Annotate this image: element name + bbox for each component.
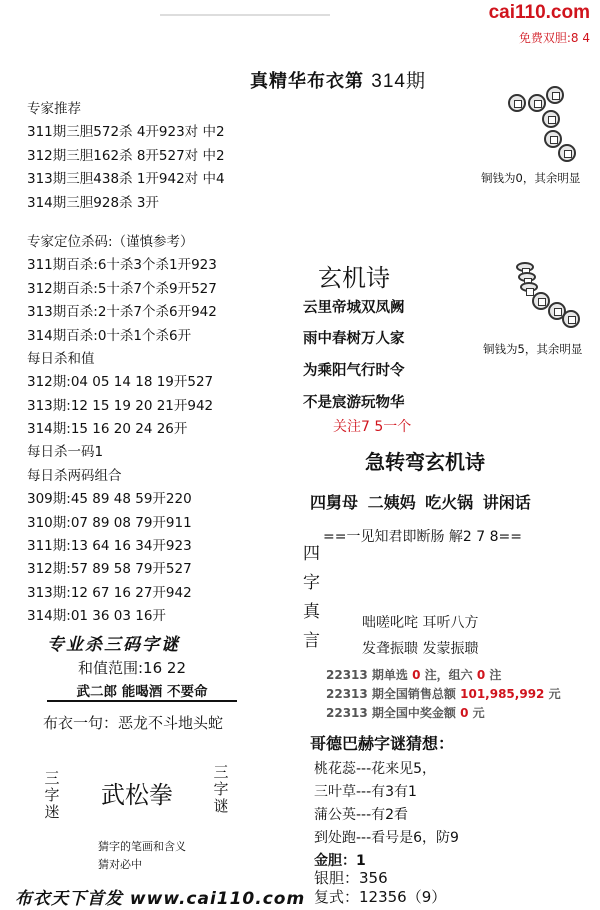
coin-icon — [558, 144, 576, 162]
stats-suffix: 注，组六 — [424, 668, 473, 682]
goedel-line: 复式：12356（9） — [314, 888, 447, 906]
buyi-saying: 布衣一句：恶龙不斗地头蛇 — [43, 714, 224, 732]
stats-value: 0 — [476, 668, 486, 682]
poem-line: 不是宸游玩物华 — [303, 395, 405, 411]
daily-two-line: 313期:12 67 16 27开942 — [27, 584, 192, 601]
brand-site[interactable]: cai110.com — [488, 2, 590, 23]
truth-phrase: 发聋振聩 发蒙振聩 — [362, 641, 479, 657]
expert-line: 312期三胆162杀 8开527对 中2 — [27, 147, 225, 164]
turn-one-line: ==一见知君即断肠 解2 7 8== — [323, 529, 522, 545]
turn-four: 四舅母 二姨妈 吃火锅 讲闲话 — [310, 493, 531, 512]
daily-two-line: 314期:01 36 03 16开 — [27, 608, 166, 625]
coin-icon — [520, 282, 538, 292]
coin-icon — [528, 94, 546, 112]
side-char: 三 — [213, 763, 229, 781]
coin-icon — [562, 310, 580, 328]
goedel-line: 金胆：1 — [314, 853, 366, 869]
stats-row — [326, 666, 501, 683]
stats-label: 22313 期全国销售总额 — [326, 687, 456, 701]
side-char: 谜 — [213, 797, 229, 815]
footer-text: 布衣天下首发 www.cai110.com — [15, 889, 306, 909]
position-kill-line: 314期百杀:0十杀1个杀6开 — [27, 327, 192, 344]
expert-line: 311期三胆572杀 4开923对 中2 — [27, 124, 225, 141]
goedel-line: 银胆：356 — [314, 869, 388, 887]
daily-sum-heading: 每日杀和值 — [27, 350, 95, 367]
position-kill-heading: 专家定位杀码:（谨慎参考） — [27, 233, 194, 250]
side-char: 字 — [213, 780, 229, 798]
stats-suffix: 注 — [489, 668, 502, 682]
turn-heading: 急转弯玄机诗 — [365, 450, 485, 474]
goedel-line: 到处跑---看号是6，防9 — [314, 830, 459, 846]
vertical-char: 字 — [303, 573, 320, 593]
daily-sum-line: 312期:04 05 14 18 19开527 — [27, 374, 214, 391]
coin-icon — [542, 110, 560, 128]
riddle-tip: 猜对必中 — [98, 858, 142, 871]
stats-value: 0 — [460, 706, 469, 720]
side-char: 字 — [44, 786, 60, 804]
position-kill-line: 311期百杀:6十杀3个杀1开923 — [27, 257, 217, 274]
follow-note: 关注7 5一个 — [333, 419, 412, 435]
expert-heading: 专家推荐 — [27, 101, 81, 117]
coin-note-second: 铜钱为5，其余明显 — [483, 342, 583, 356]
coin-icon — [532, 292, 550, 310]
daily-one-heading: 每日杀一码1 — [27, 444, 104, 461]
stats-value: 0 — [412, 668, 421, 682]
vertical-char: 真 — [303, 602, 320, 622]
spacer — [27, 215, 297, 231]
coin-icon — [516, 262, 534, 272]
pro-riddle-text: 武二郎 能喝酒 不要命 — [47, 680, 237, 702]
page-title — [250, 66, 426, 93]
four-truths-vertical — [303, 540, 320, 656]
daily-two-line: 309期:45 89 48 59开220 — [27, 491, 192, 508]
stats-suffix: 元 — [472, 706, 485, 720]
left-column — [27, 98, 297, 629]
poem-line: 雨中春树万人家 — [303, 331, 405, 347]
daily-sum-line: 314期:15 16 20 24 26开 — [27, 421, 188, 438]
stats-label: 22313 期单选 — [326, 668, 408, 682]
side-char: 迷 — [44, 803, 60, 821]
vertical-char: 四 — [303, 544, 320, 564]
coin-icon — [508, 94, 526, 112]
coin-note-first: 铜钱为0，其余明显 — [481, 171, 581, 185]
goedel-line: 蒲公英---有2看 — [314, 807, 409, 823]
coin-icon — [518, 272, 536, 282]
stats-row — [326, 685, 561, 702]
truth-phrase: 咄嗟叱咤 耳听八方 — [362, 615, 479, 631]
vertical-char: 言 — [303, 631, 320, 651]
position-kill-line: 312期百杀:5十杀7个杀9开527 — [27, 280, 217, 297]
poem-line: 云里帝城双凤阙 — [303, 300, 405, 316]
expert-line: 314期三胆928杀 3开 — [27, 194, 159, 211]
stats-suffix: 元 — [548, 687, 561, 701]
riddle-answer: 武松拳 — [101, 781, 173, 809]
goedel-line: 三叶草---有3有1 — [314, 784, 417, 800]
brand-block — [489, 2, 590, 46]
free-double-tag: 免费双胆:8 4 — [518, 31, 590, 45]
side-label-right — [213, 764, 229, 815]
daily-two-heading: 每日杀两码组合 — [27, 467, 122, 484]
stats-value: 101,985,992 — [460, 687, 545, 701]
daily-two-line: 311期:13 64 16 34开923 — [27, 538, 192, 555]
daily-two-line: 312期:57 89 58 79开527 — [27, 561, 192, 578]
daily-sum-line: 313期:12 15 19 20 21开942 — [27, 397, 214, 414]
coin-icon — [544, 130, 562, 148]
daily-two-line: 310期:07 89 08 79开911 — [27, 514, 192, 531]
position-kill-line: 313期百杀:2十杀7个杀6开942 — [27, 304, 217, 321]
top-faint-line — [160, 14, 330, 16]
riddle-tip: 猜字的笔画和含义 — [98, 840, 186, 853]
goedel-heading: 哥德巴赫字谜猜想： — [310, 734, 455, 753]
stats-row — [326, 704, 485, 721]
coins-image-first — [502, 84, 592, 164]
xuanji-heading: 玄机诗 — [318, 264, 390, 292]
sum-range: 和值范围:16 22 — [78, 659, 186, 677]
coin-icon — [546, 86, 564, 104]
stats-label: 22313 期全国中奖金额 — [326, 706, 456, 720]
goedel-line: 桃花蕊---花来见5， — [314, 761, 437, 777]
expert-line: 313期三胆438杀 1开942对 中4 — [27, 171, 225, 188]
pro-riddle-heading: 专业杀三码字谜 — [47, 635, 180, 655]
side-label-left — [44, 770, 60, 821]
poem-line: 为乘阳气行时令 — [303, 363, 405, 379]
coins-image-second — [510, 258, 595, 333]
title-issue: 314期 — [371, 71, 426, 92]
title-text: 真精华布衣第 — [250, 71, 364, 92]
side-char: 三 — [44, 769, 60, 787]
